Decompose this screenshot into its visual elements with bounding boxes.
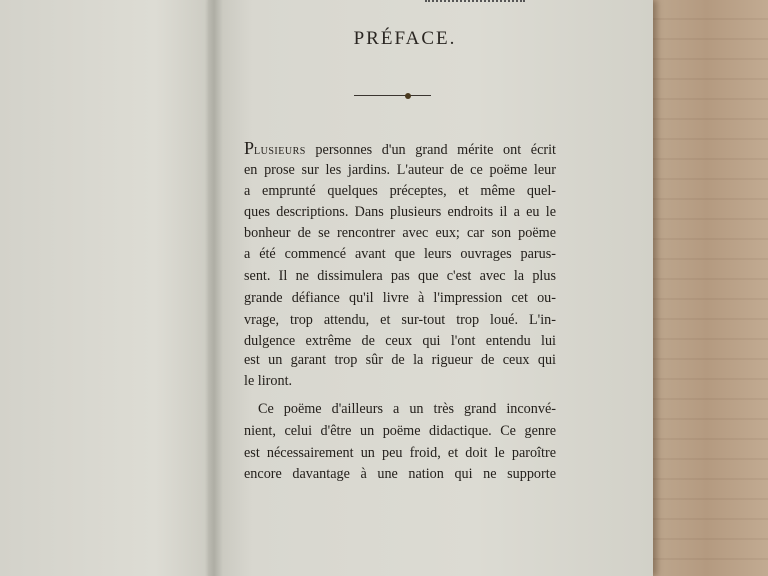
- text-line: Ce poëme d'ailleurs a un très grand inconvé-: [258, 401, 556, 417]
- text-line: vrage, trop attendu, et sur-tout trop loué. L'in-: [244, 312, 556, 328]
- text-line: bonheur de se rencontrer avec eux; car son poëme: [244, 225, 556, 241]
- right-page: [208, 0, 653, 576]
- text-line: a été commencé avant que leurs ouvrages parus-: [244, 246, 556, 262]
- text-line: nient, celui d'être un poëme didactique. Ce genre: [244, 423, 556, 439]
- text-line: le liront.: [244, 373, 293, 389]
- text-line: grande défiance qu'il livre à l'impression cet ou-: [244, 290, 556, 306]
- small-caps-word: LUSIEURS: [254, 146, 306, 157]
- text-line: encore davantage à une nation qui ne supporte: [244, 466, 556, 482]
- text-line: sent. Il ne dissimulera pas que c'est avec la plus: [244, 268, 556, 284]
- top-ornament-rule: [425, 0, 525, 5]
- ornament-dot: [405, 93, 411, 99]
- text-line: en prose sur les jardins. L'auteur de ce poëme leur: [244, 162, 556, 178]
- drop-cap: P: [244, 138, 255, 158]
- text-line-rest: personnes d'un grand mérite ont écrit: [305, 142, 556, 158]
- text-line: ques descriptions. Dans plusieurs endroits il a eu le: [244, 204, 556, 220]
- text-line: dulgence extrême de ceux qui l'ont entendu lui: [244, 333, 556, 349]
- book-gutter: [205, 0, 223, 576]
- text-line: est nécessairement un peu froid, et doit le paroître: [244, 445, 556, 461]
- ornament-rule: [354, 95, 431, 96]
- left-page: [0, 0, 222, 576]
- text-line: est un garant trop sûr de la rigueur de ceux qui: [244, 352, 556, 368]
- text-line: a emprunté quelques préceptes, et même quel-: [244, 183, 556, 199]
- page-title: PRÉFACE.: [353, 28, 457, 49]
- text-line: [244, 139, 556, 161]
